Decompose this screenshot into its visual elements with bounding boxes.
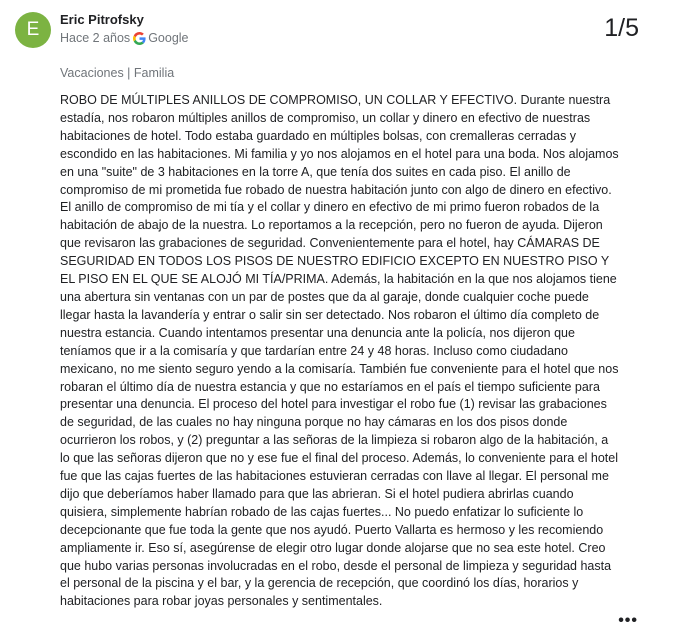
reviewer-name[interactable]: Eric Pitrofsky xyxy=(60,12,144,27)
review-counter: 1/5 xyxy=(604,14,639,42)
review-text: ROBO DE MÚLTIPLES ANILLOS DE COMPROMISO, UN COLLAR Y EFECTIVO. Durante nuestra estadía, nos robaron múltiples anillos de compromiso, un collar y dinero en efectivo de nuestras habitaciones de hotel. Todo estaba guardado en múltiples bolsas, con cremalleras cerradas y escondido en las habitaciones. Mi familia y yo nos alojamos en el hotel para una boda. Nos alojamos en una "suite" de 3 habitaciones en la torre A, que tenía dos suites en cada piso. El anillo de compromiso de mi prometida fue robado de nuestra habitación junto con algo de dinero en efectivo. El anillo de compromiso de mi tía y el collar y dinero en efectivo de mi primo fueron robados de la habitación de abajo de la nuestra. Lo reportamos a la recepción, pero no fueron de ayuda. Dijeron que revisaron las grabaciones de seguridad. Convenientemente para el hotel, hay CÁMARAS DE SEGURIDAD EN TODOS LOS PISOS DE NUESTRO EDIFICIO EXCEPTO EN NUESTRO PISO Y EL PISO EN EL QUE SE ALOJÓ MI TÍA/PRIMA. Además, la habitación en la que nos alojamos tiene una abertura sin ventanas con un par de postes que da al garaje, donde cualquier coche puede llegar hasta la lavandería y entrar o salir sin ser detectado. Nos robaron el último día completo de nuestra estancia. Cuando intentamos presentar una denuncia ante la policía, nos dijeron que teníamos que ir a la comisaría y que tardarían entre 24 y 48 horas. Incluso como ciudadano mexicano, no me siento seguro yendo a la comisaría. También fue conveniente para el hotel que nos robaran el último día de nuestra estancia y que no estaríamos en el país el tiempo suficiente para presentar una denuncia. El proceso del hotel para investigar el robo fue (1) revisar las grabaciones de seguridad, de las cuales no hay ninguna porque no hay cámaras en los dos pisos donde ocurrieron los robos, y (2) preguntar a las señoras de la limpieza si robaron algo de la habitación, a lo que las señoras dijeron que no y ese fue el final del proceso. Además, lo conveniente para el hotel fue que las cajas fuertes de las habitaciones estuvieran cerradas con llave al llegar. El personal me dijo que deberíamos haber llamado para que las abrieran. Si el hotel pudiera abrirlas cuando quisiera, simplemente habrían robado de las cajas fuertes... No puedo enfatizar lo suficiente lo decepcionante que fue toda la gente que nos ayudó. Puerto Vallarta es hermoso y les recomiendo ampliamente ir. Eso sí, asegúrense de elegir otro lugar donde alojarse que no sea este hotel. Creo que hubo varias personas involucradas en el robo, desde el personal de limpieza y seguridad hasta el personal de la piscina y el bar, y la gerencia de recepción, que coordinó los días, horarios y habitaciones para robar joyas personales y sentimentales. xyxy=(60,93,619,609)
more-options-button[interactable]: ••• xyxy=(618,612,638,629)
review-source: Google xyxy=(148,31,189,45)
review-time: Hace 2 años xyxy=(60,31,131,45)
google-g-icon xyxy=(133,32,146,45)
review-meta xyxy=(60,31,189,45)
trip-tags: Vacaciones | Familia xyxy=(60,66,175,80)
avatar[interactable]: E xyxy=(15,12,51,48)
